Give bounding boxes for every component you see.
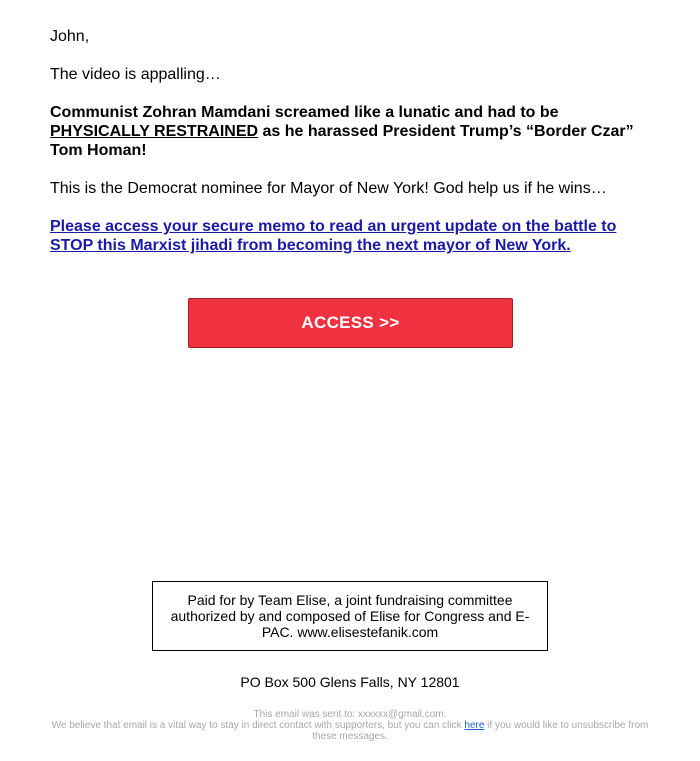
access-button[interactable]: ACCESS >> (188, 298, 513, 348)
unsubscribe-pre-text: We believe that email is a vital way to stay in direct contact with supporters, but you can click (51, 720, 465, 731)
unsubscribe-notice (48, 720, 652, 742)
email-footer (48, 709, 652, 742)
secure-memo-link[interactable]: Please access your secure memo to read an urgent update on the battle to STOP this Marxist jihadi from becoming the next mayor of New York. (50, 218, 617, 254)
greeting: John, (50, 28, 90, 45)
headline-underlined: PHYSICALLY RESTRAINED (50, 123, 259, 140)
headline-part2: as he harassed President Trump’s “Border Czar” Tom Homan! (50, 123, 634, 159)
intro-text: The video is appalling… (50, 66, 221, 83)
paid-for-disclaimer: Paid for by Team Elise, a joint fundraising committee authorized by and composed of Elise for Congress and E-PAC. www.elisestefanik.com (152, 581, 548, 651)
message-content (50, 27, 640, 255)
headline-part1: Communist Zohran Mamdani screamed like a lunatic and had to be (50, 104, 559, 121)
mailing-address: PO Box 500 Glens Falls, NY 12801 (240, 674, 460, 690)
headline (50, 103, 640, 160)
unsubscribe-post-text: if you would like to unsubscribe from these messages. (312, 720, 649, 742)
unsubscribe-link[interactable]: here (464, 720, 485, 731)
nominee-text: This is the Democrat nominee for Mayor of New York! God help us if he wins… (50, 180, 607, 197)
sent-to-notice: This email was sent to: xxxxxx@gmail.com. (253, 709, 447, 720)
